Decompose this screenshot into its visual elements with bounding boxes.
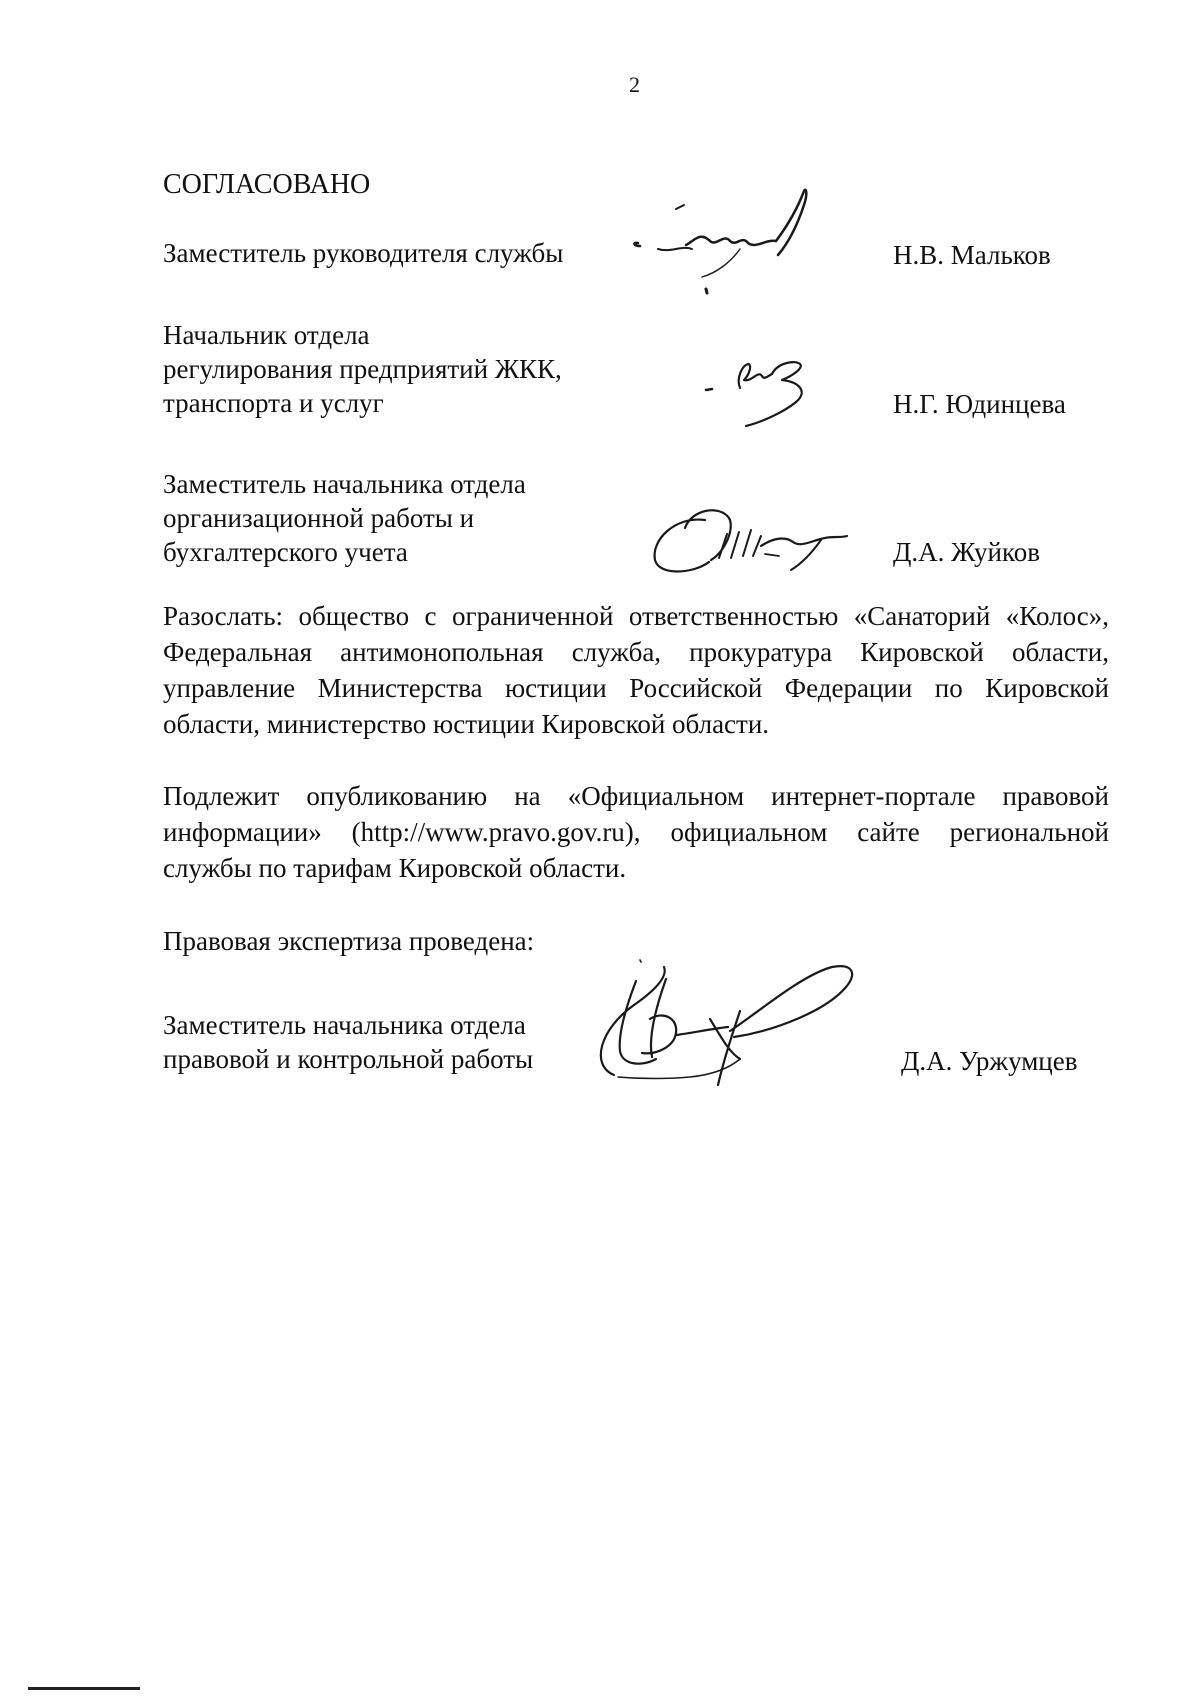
signatory-1-position: Заместитель руководителя службы (163, 238, 564, 268)
legal-reviewer-position-line-1: Заместитель начальника отдела (163, 1010, 526, 1040)
signatory-3-name: Д.А. Жуйков (893, 537, 1040, 567)
publication-paragraph: Подлежит опубликованию на «Официальном интернет-портале правовой информации» (http://www.pravo.gov.ru), официальном сайте региональной службы по тарифам Кировской области. (163, 781, 1109, 883)
signatory-2-position-line-3: транспорта и услуг (163, 388, 384, 418)
scan-edge-line (28, 1687, 140, 1690)
signature-2-handwritten (700, 350, 840, 430)
signature-3-handwritten (645, 500, 855, 580)
signatory-2-position-line-1: Начальник отдела (163, 320, 370, 350)
signatory-3-position-line-3: бухгалтерского учета (163, 537, 408, 567)
signatory-3-position-line-2: организационной работы и (163, 503, 475, 533)
distribution-paragraph: Разослать: общество с ограниченной ответственностью «Санаторий «Колос», Федеральная антимонопольная служба, прокуратура Кировской области, управление Министерства юстиции Российской Федерации по Кировской области, министерство юстиции Кировской области. (163, 601, 1109, 739)
signature-4-handwritten (570, 955, 880, 1090)
signature-1-handwritten (630, 185, 850, 300)
signatory-1-name: Н.В. Мальков (893, 240, 1051, 270)
page-number: 2 (629, 72, 640, 97)
legal-reviewer-position-line-2: правовой и контрольной работы (163, 1044, 534, 1074)
approval-heading: СОГЛАСОВАНО (163, 169, 371, 200)
legal-reviewer-name: Д.А. Уржумцев (901, 1046, 1078, 1076)
signatory-2-name: Н.Г. Юдинцева (893, 389, 1066, 419)
legal-review-note: Правовая экспертиза проведена: (163, 926, 535, 956)
signatory-2-position-line-2: регулирования предприятий ЖКК, (163, 354, 562, 384)
signatory-3-position-line-1: Заместитель начальника отдела (163, 469, 526, 499)
